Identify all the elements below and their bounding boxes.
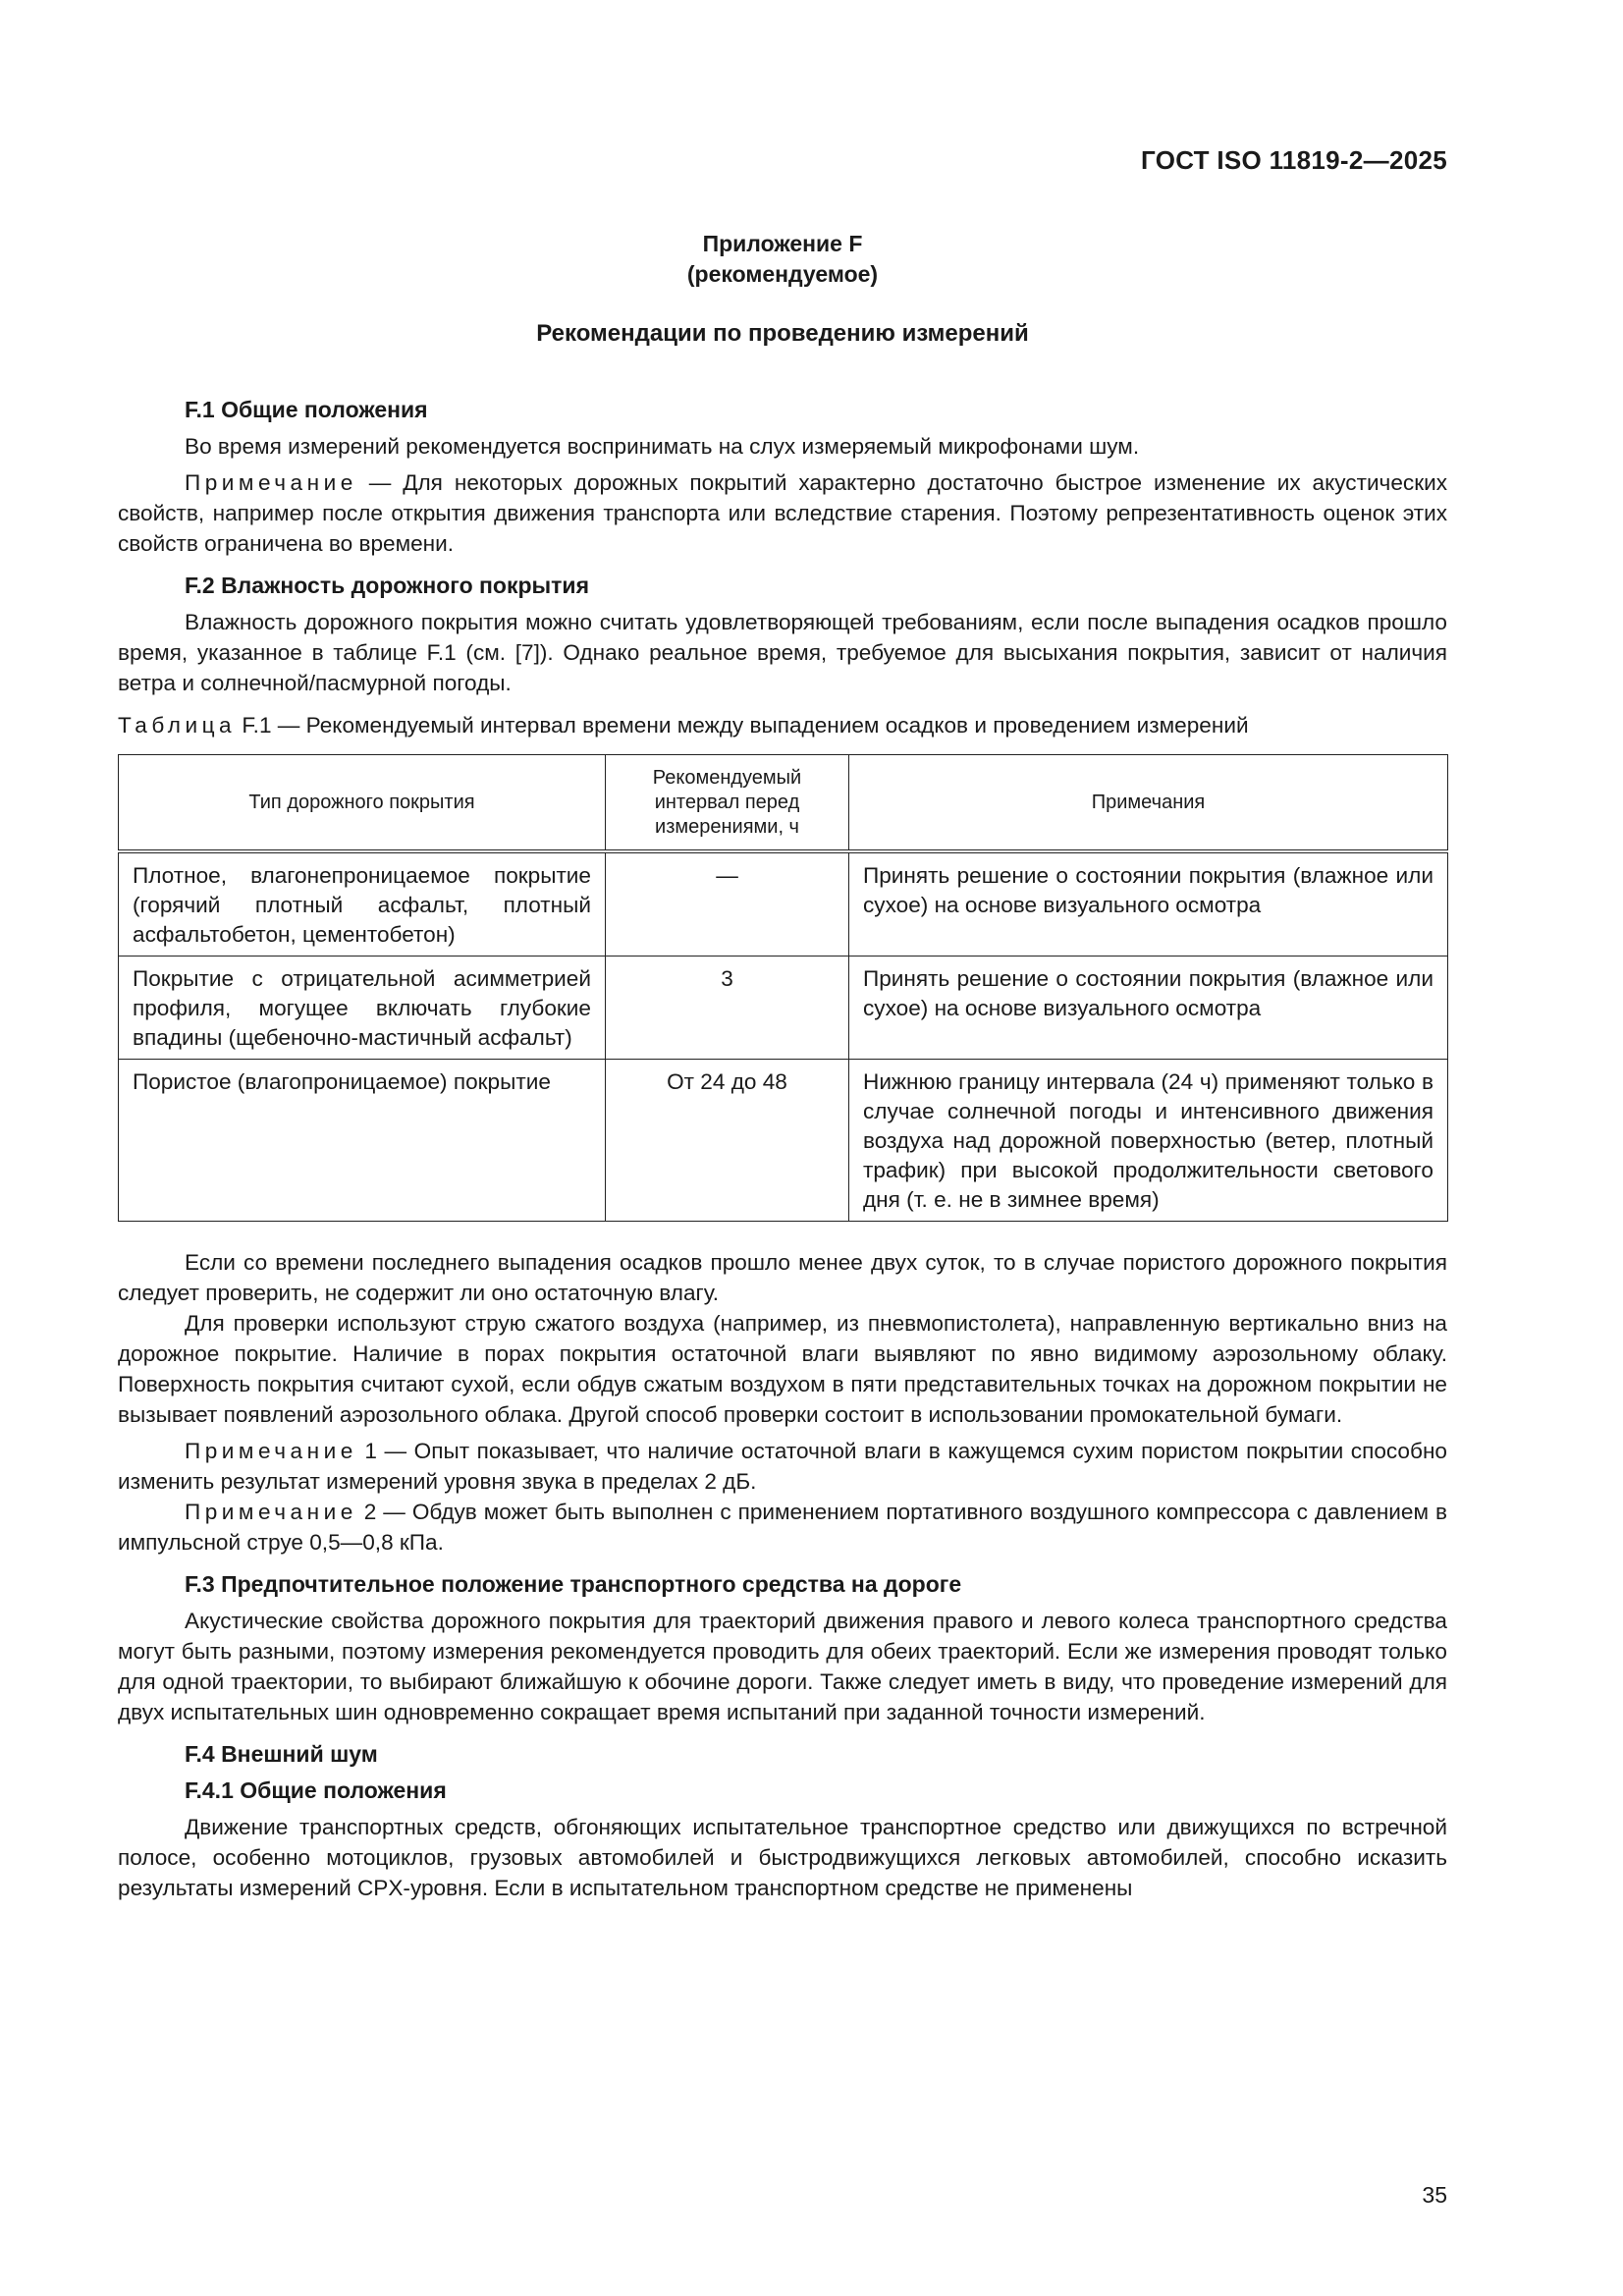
paragraph: Акустические свойства дорожного покрытия для траекторий движения правого и левого колеса транспортного средства могут быть разными, поэтому измерения рекомендуется проводить для обеих траекторий. Если же измерения проводят только для одной траектории, то выбирают ближайшую к обочине дороги. Также следует иметь в виду, что проведение измерений для двух испытательных шин одновременно сокращает время испытаний при заданной точности измерений. xyxy=(118,1609,1447,1724)
table-cell: Пористое (влагопроницаемое) покрытие xyxy=(119,1060,606,1222)
subsection-heading-f41: F.4.1 Общие положения xyxy=(185,1777,447,1803)
paragraph: Влажность дорожного покрытия можно считать удовлетворяющей требованиям, если после выпадения осадков прошло время, указанное в таблице F.1 (см. [7]). Однако реальное время, требуемое для высыхания покрытия, зависит от наличия ветра и солнечной/пасмурной погоды. xyxy=(118,610,1447,695)
column-header: Примечания xyxy=(849,755,1448,852)
standard-designation: ГОСТ ISO 11819-2—2025 xyxy=(1141,145,1447,175)
table-cell: От 24 до 48 xyxy=(606,1060,849,1222)
table-cell: Нижнюю границу интервала (24 ч) применяют только в случае солнечной погоды и интенсивного движения воздуха над дорожной поверхностью (ветер, плотный трафик) при высокой продолжительности светового дня (т. е. не в зимнее время) xyxy=(849,1060,1448,1222)
table-row xyxy=(119,957,1448,1060)
section-heading-f1: F.1 Общие положения xyxy=(185,397,428,422)
note-text: 2 — Обдув может быть выполнен с применением портативного воздушного компрессора с давлением в импульсной струе 0,5—0,8 кПа. xyxy=(118,1500,1447,1555)
paragraph: Во время измерений рекомендуется воспринимать на слух измеряемый микрофонами шум. xyxy=(185,434,1140,459)
table-cell: Принять решение о состоянии покрытия (влажное или сухое) на основе визуального осмотра xyxy=(849,851,1448,957)
annex-title: Приложение F xyxy=(702,231,863,256)
table-cell: 3 xyxy=(606,957,849,1060)
note-label: Примечание xyxy=(185,1439,357,1463)
section-heading-f2: F.2 Влажность дорожного покрытия xyxy=(185,573,589,598)
annex-status: (рекомендуемое) xyxy=(686,261,879,287)
column-header: Тип дорожного покрытия xyxy=(119,755,606,852)
table-row xyxy=(119,1060,1448,1222)
note-text: 1 — Опыт показывает, что наличие остаточной влаги в кажущемся сухим пористом покрытии способно изменить результат измерений уровня звука в пределах 2 дБ. xyxy=(118,1439,1447,1494)
paragraph: Если со времени последнего выпадения осадков прошло менее двух суток, то в случае пористого дорожного покрытия следует проверить, не содержит ли оно остаточную влагу. xyxy=(118,1250,1447,1305)
note-text: — Для некоторых дорожных покрытий характерно достаточно быстрое изменение их акустических свойств, например после открытия движения транспорта или вследствие старения. Поэтому репрезентативность оценок этих свойств ограничена во времени. xyxy=(118,470,1447,556)
document-body xyxy=(118,395,1447,1903)
table-cell: — xyxy=(606,851,849,957)
paragraph: Движение транспортных средств, обгоняющих испытательное транспортное средство или движущихся по встречной полосе, особенно мотоциклов, грузовых автомобилей и быстродвижущихся легковых автомобилей, способно исказить результаты измерений CPX-уровня. Если в испытательном транспортном средстве не применены xyxy=(118,1815,1447,1900)
paragraph: Для проверки используют струю сжатого воздуха (например, из пневмопистолета), направленную вертикально вниз на дорожное покрытие. Наличие в порах покрытия остаточной влаги выявляют по явно видимому аэрозольному облаку. Поверхность покрытия считают сухой, если обдув сжатым воздухом в пяти представительных точках на дорожном покрытии не вызывает появлений аэрозольного облака. Другой способ проверки состоит в использовании промокательной бумаги. xyxy=(118,1311,1447,1427)
column-header: Рекомендуемый интервал перед измерениями, ч xyxy=(606,755,849,852)
note-label: Примечание xyxy=(185,1500,357,1524)
note xyxy=(118,1436,1447,1497)
annex-title-block xyxy=(118,229,1447,290)
table-cell: Плотное, влагонепроницаемое покрытие (горячий плотный асфальт, плотный асфальтобетон, цементобетон) xyxy=(119,851,606,957)
page-number: 35 xyxy=(1422,2182,1447,2208)
annex-name: Рекомендации по проведению измерений xyxy=(536,320,1029,347)
note xyxy=(118,467,1447,559)
table-cell: Принять решение о состоянии покрытия (влажное или сухое) на основе визуального осмотра xyxy=(849,957,1448,1060)
section-heading-f3: F.3 Предпочтительное положение транспортного средства на дороге xyxy=(185,1571,962,1597)
table-caption-label: Таблица xyxy=(118,713,237,738)
table-row xyxy=(119,851,1448,957)
note-label: Примечание xyxy=(185,470,357,495)
table-cell: Покрытие с отрицательной асимметрией профиля, могущее включать глубокие впадины (щебеночно-мастичный асфальт) xyxy=(119,957,606,1060)
section-heading-f4: F.4 Внешний шум xyxy=(185,1741,378,1767)
table-caption xyxy=(118,710,1447,740)
table-f1 xyxy=(118,754,1448,1222)
table-caption-text: F.1 — Рекомендуемый интервал времени между выпадением осадков и проведением измерений xyxy=(236,713,1249,738)
table-header-row xyxy=(119,755,1448,852)
note xyxy=(118,1497,1447,1558)
